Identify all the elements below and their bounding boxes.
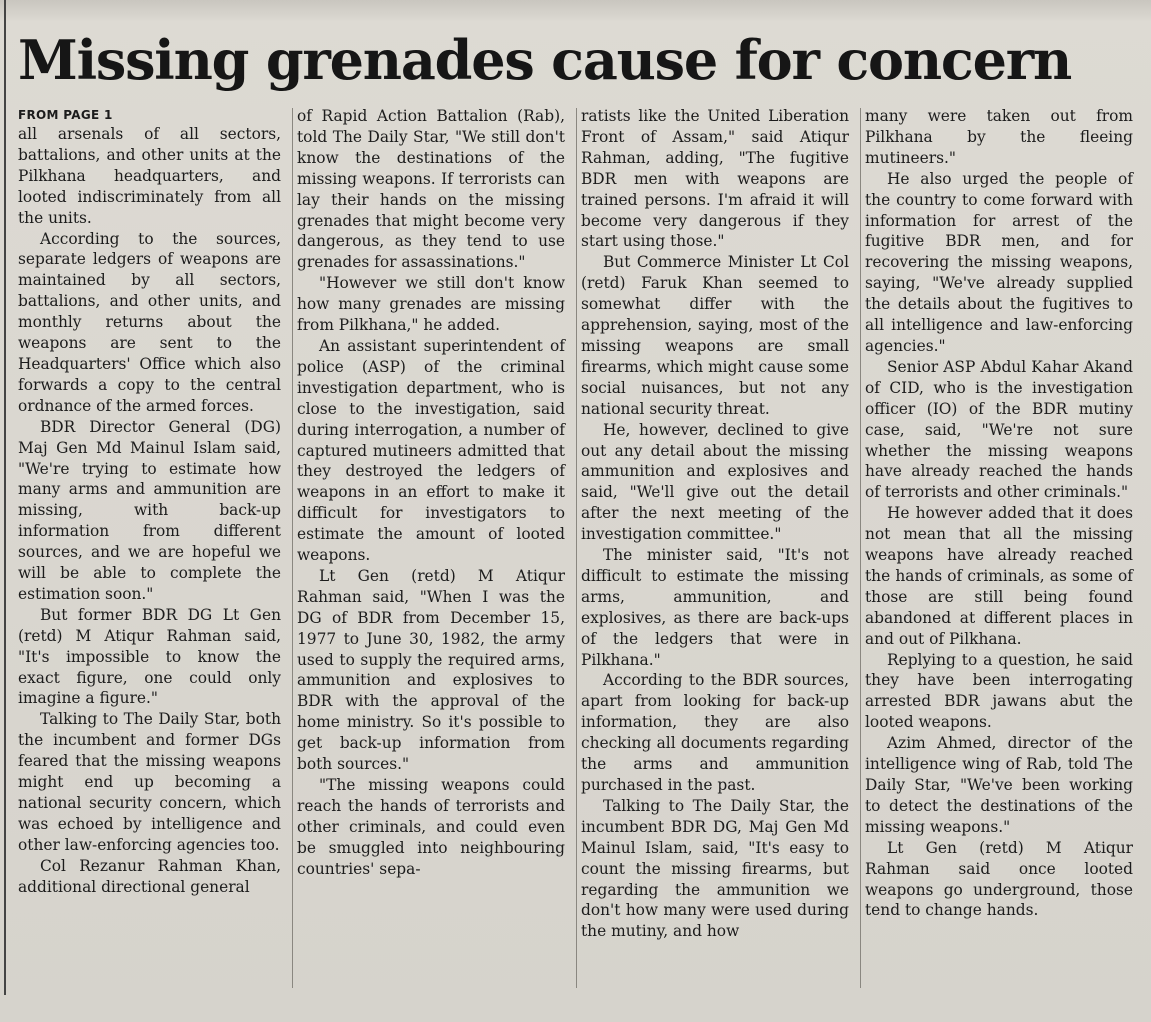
paragraph: According to the BDR sources, apart from looking for back-up information, they are also checking all documents regarding the arms and ammunition purchased in the past. [581,671,849,794]
paragraph: Talking to The Daily Star, both the incumbent and former DGs feared that the missing weapons might end up becoming a national security concern, which was echoed by intelligence and other law-enforcing agencies too. [18,710,281,854]
paragraph: all arsenals of all sectors, battalions, and other units at the Pilkhana headquarters, and looted indiscriminately from all the units. [18,125,281,227]
paragraph: "The missing weapons could reach the hands of terrorists and other criminals, and could even be smuggled into neighbouring countries' sepa- [297,776,565,878]
previous-page-bleed [0,0,1151,22]
paragraph: He, however, declined to give out any detail about the missing ammunition and explosives and said, "We'll give out the detail after the next meeting of the investigation committee." [581,420,849,544]
paragraph: Col Rezanur Rahman Khan, additional directional general [18,856,281,896]
column-4 [865,106,1133,996]
paragraph: Replying to a question, he said they have been interrogating arrested BDR jawans abut the looted weapons. [865,650,1133,732]
left-border-rule [4,0,6,995]
column-1 [18,106,281,996]
paragraph: Senior ASP Abdul Kahar Akand of CID, who is the investigation officer (IO) of the BDR mutiny case, said, "We're not sure whether the missing weapons have already reached the hands of terrorists and other criminals." [865,357,1133,502]
paragraph: BDR Director General (DG) Maj Gen Md Mainul Islam said, "We're trying to estimate how many arms and ammunition are missing, with back-up information from different sources, and we are hopeful we will be able to complete the estimation soon." [18,417,281,603]
continuation-kicker: FROM PAGE 1 [18,108,113,122]
paragraph: He also urged the people of the country to come forward with information for arrest of the fugitive BDR men, and for recovering the missing weapons, saying, "We've already supplied the details about the fugitives to all intelligence and law-enforcing agencies." [865,169,1133,355]
paragraph: many were taken out from Pilkhana by the fleeing mutineers." [865,107,1133,167]
paragraph: Talking to The Daily Star, the incumbent BDR DG, Maj Gen Md Mainul Islam, said, "It's easy to count the missing firearms, but regarding the ammunition we don't how many were used during the mutiny, and how [581,796,849,941]
paragraph: But former BDR DG Lt Gen (retd) M Atiqur Rahman said, "It's impossible to know the exact figure, one could only imagine a figure." [18,605,281,708]
column-3 [581,106,849,996]
paragraph: But Commerce Minister Lt Col (retd) Faruk Khan seemed to somewhat differ with the apprehension, saying, most of the missing weapons are small firearms, which might cause some social nuisances, but not any national security threat. [581,253,849,418]
paragraph: ratists like the United Liberation Front of Assam," said Atiqur Rahman, adding, "The fugitive BDR men with weapons are trained persons. I'm afraid it will become very dangerous if they start using those." [581,107,849,251]
paragraph: Azim Ahmed, director of the intelligence wing of Rab, told The Daily Star, "We've been working to detect the destinations of the missing weapons." [865,734,1133,836]
paragraph: Lt Gen (retd) M Atiqur Rahman said, "When I was the DG of BDR from December 15, 1977 to June 30, 1982, the army used to supply the required arms, ammunition and explosives to BDR with the approval of the home ministry. So it's possible to get back-up information from both sources." [297,566,565,774]
column-2 [297,106,565,996]
paragraph: According to the sources, separate ledgers of weapons are maintained by all sectors, battalions, and other units, and monthly returns about the weapons are sent to the Headquarters' Office which also forwards a copy to the central ordnance of the armed forces. [18,229,281,415]
paragraph: of Rapid Action Battalion (Rab), told The Daily Star, "We still don't know the destinations of the missing weapons. If terrorists can lay their hands on the missing grenades that might become very dangerous, as they tend to use grenades for assassinations." [297,107,565,272]
paragraph: "However we still don't know how many grenades are missing from Pilkhana," he added. [297,274,565,335]
paragraph: The minister said, "It's not difficult to estimate the missing arms, ammunition, and explosives, as there are back-ups of the ledgers that were in Pilkhana." [581,546,849,669]
paragraph: Lt Gen (retd) M Atiqur Rahman said once looted weapons go underground, those tend to change hands. [865,838,1133,920]
headline: Missing grenades cause for concern [18,28,1072,92]
article-body [18,106,1136,996]
paragraph: An assistant superintendent of police (ASP) of the criminal investigation department, who is close to the investigation, said during interrogation, a number of captured mutineers admitted that they destroyed the ledgers of weapons in an effort to make it difficult for investigators to estimate the amount of looted weapons. [297,336,565,565]
paragraph: He however added that it does not mean that all the missing weapons have already reached the hands of criminals, as some of those are still being found abandoned at different places in and out of Pilkhana. [865,504,1133,648]
